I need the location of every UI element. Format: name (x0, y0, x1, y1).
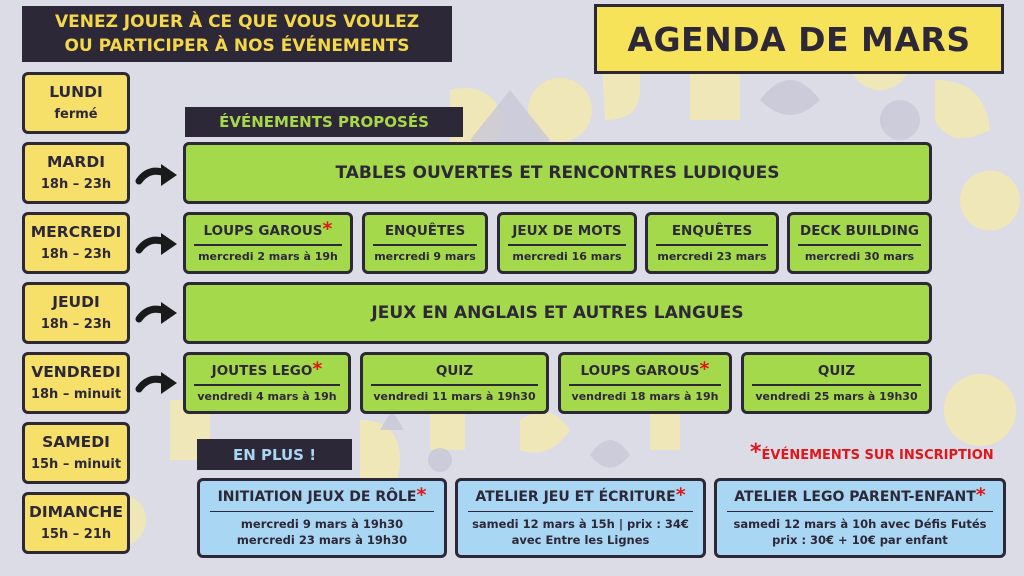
event-date: mercredi 2 mars à 19h (198, 249, 338, 263)
event-card (645, 212, 779, 274)
event-title: ENQUÊTES (384, 223, 466, 240)
day-name: JEUDI (52, 293, 100, 311)
registration-star-icon: * (750, 440, 762, 465)
day-hours: 15h – 21h (40, 527, 112, 542)
event-card (497, 212, 637, 274)
event-title: DECK BUILDING (800, 223, 919, 240)
divider (468, 511, 693, 513)
event-date: mercredi 9 mars (374, 249, 476, 263)
event-date: mercredi 16 mars (512, 249, 622, 263)
day-sunday (22, 492, 130, 554)
day-name: DIMANCHE (29, 503, 123, 521)
day-name: VENDREDI (31, 363, 121, 381)
event-title: LOUPS GAROUS* (203, 218, 333, 241)
event-title: QUIZ (817, 363, 856, 380)
divider (194, 244, 342, 246)
divider (727, 511, 993, 513)
day-hours: 15h – minuit (30, 457, 122, 472)
registration-star-icon: * (416, 483, 427, 506)
thursday-event: JEUX EN ANGLAIS ET AUTRES LANGUES (183, 282, 932, 344)
day-hours: 18h – 23h (40, 177, 112, 192)
header-banner (22, 6, 452, 62)
event-card (183, 352, 351, 414)
day-hours: fermé (54, 107, 98, 122)
event-details: prix : 30€ + 10€ par enfant (772, 533, 948, 548)
extra-event-card (714, 478, 1006, 558)
page-title: AGENDA DE MARS (594, 4, 1004, 74)
arrow-right-icon (135, 369, 181, 399)
event-date: mercredi 23 mars à 19h30 (236, 533, 408, 548)
event-title: ATELIER LEGO PARENT-ENFANT* (734, 483, 986, 506)
event-details: samedi 12 mars à 15h | prix : 34€ (472, 517, 689, 532)
divider (569, 384, 721, 386)
event-card (787, 212, 932, 274)
day-wednesday (22, 212, 130, 274)
tuesday-event: TABLES OUVERTES ET RENCONTRES LUDIQUES (183, 142, 932, 204)
event-details: avec Entre les Lignes (511, 533, 650, 548)
registration-star-icon: * (975, 483, 986, 506)
day-name: SAMEDI (42, 433, 110, 451)
registration-note-text: ÉVÉNEMENTS SUR INSCRIPTION (761, 448, 994, 463)
day-hours: 18h – 23h (40, 317, 112, 332)
arrow-right-icon (135, 230, 181, 260)
event-title: ENQUÊTES (671, 223, 753, 240)
extra-event-card (455, 478, 706, 558)
event-card (741, 352, 932, 414)
event-date: vendredi 18 mars à 19h (571, 389, 719, 403)
divider (371, 384, 538, 386)
day-name: LUNDI (49, 83, 103, 101)
event-title: JOUTES LEGO* (211, 358, 323, 381)
divider (656, 244, 768, 246)
day-saturday (22, 422, 130, 484)
event-details: samedi 12 mars à 10h avec Défis Futés (733, 517, 987, 532)
header-line-1: VENEZ JOUER À CE QUE VOUS VOULEZ (54, 12, 420, 32)
arrow-right-icon (135, 299, 181, 329)
extra-section-label: EN PLUS ! (197, 439, 352, 470)
event-date: mercredi 30 mars (804, 249, 915, 263)
event-date: vendredi 4 mars à 19h (197, 389, 337, 403)
divider (508, 244, 626, 246)
arrow-right-icon (135, 161, 181, 191)
registration-note (750, 440, 994, 465)
event-title: JEUX DE MOTS (512, 223, 622, 240)
divider (210, 511, 434, 513)
registration-star-icon: * (312, 358, 323, 381)
event-date: vendredi 11 mars à 19h30 (373, 389, 536, 403)
day-tuesday (22, 142, 130, 204)
registration-star-icon: * (699, 358, 710, 381)
day-monday (22, 72, 130, 134)
event-card (362, 212, 488, 274)
extra-event-card (197, 478, 447, 558)
event-card (360, 352, 549, 414)
divider (373, 244, 477, 246)
events-section-label: ÉVÉNEMENTS PROPOSÉS (185, 107, 463, 137)
day-friday (22, 352, 130, 414)
divider (798, 244, 921, 246)
registration-star-icon: * (322, 218, 333, 241)
day-name: MERCREDI (30, 223, 122, 241)
event-date: vendredi 25 mars à 19h30 (755, 389, 918, 403)
event-card (183, 212, 353, 274)
event-title: LOUPS GAROUS* (580, 358, 710, 381)
header-line-2: OU PARTICIPER À NOS ÉVÉNEMENTS (64, 36, 410, 56)
event-card (558, 352, 732, 414)
event-title: QUIZ (435, 363, 474, 380)
event-date: mercredi 23 mars (657, 249, 767, 263)
event-title: ATELIER JEU ET ÉCRITURE* (475, 483, 686, 506)
registration-star-icon: * (675, 483, 686, 506)
divider (752, 384, 921, 386)
day-hours: 18h – 23h (40, 247, 112, 262)
event-title: INITIATION JEUX DE RÔLE* (217, 483, 427, 506)
divider (194, 384, 340, 386)
day-name: MARDI (47, 153, 105, 171)
day-hours: 18h – minuit (30, 387, 122, 402)
day-thursday (22, 282, 130, 344)
event-date: mercredi 9 mars à 19h30 (240, 517, 404, 532)
